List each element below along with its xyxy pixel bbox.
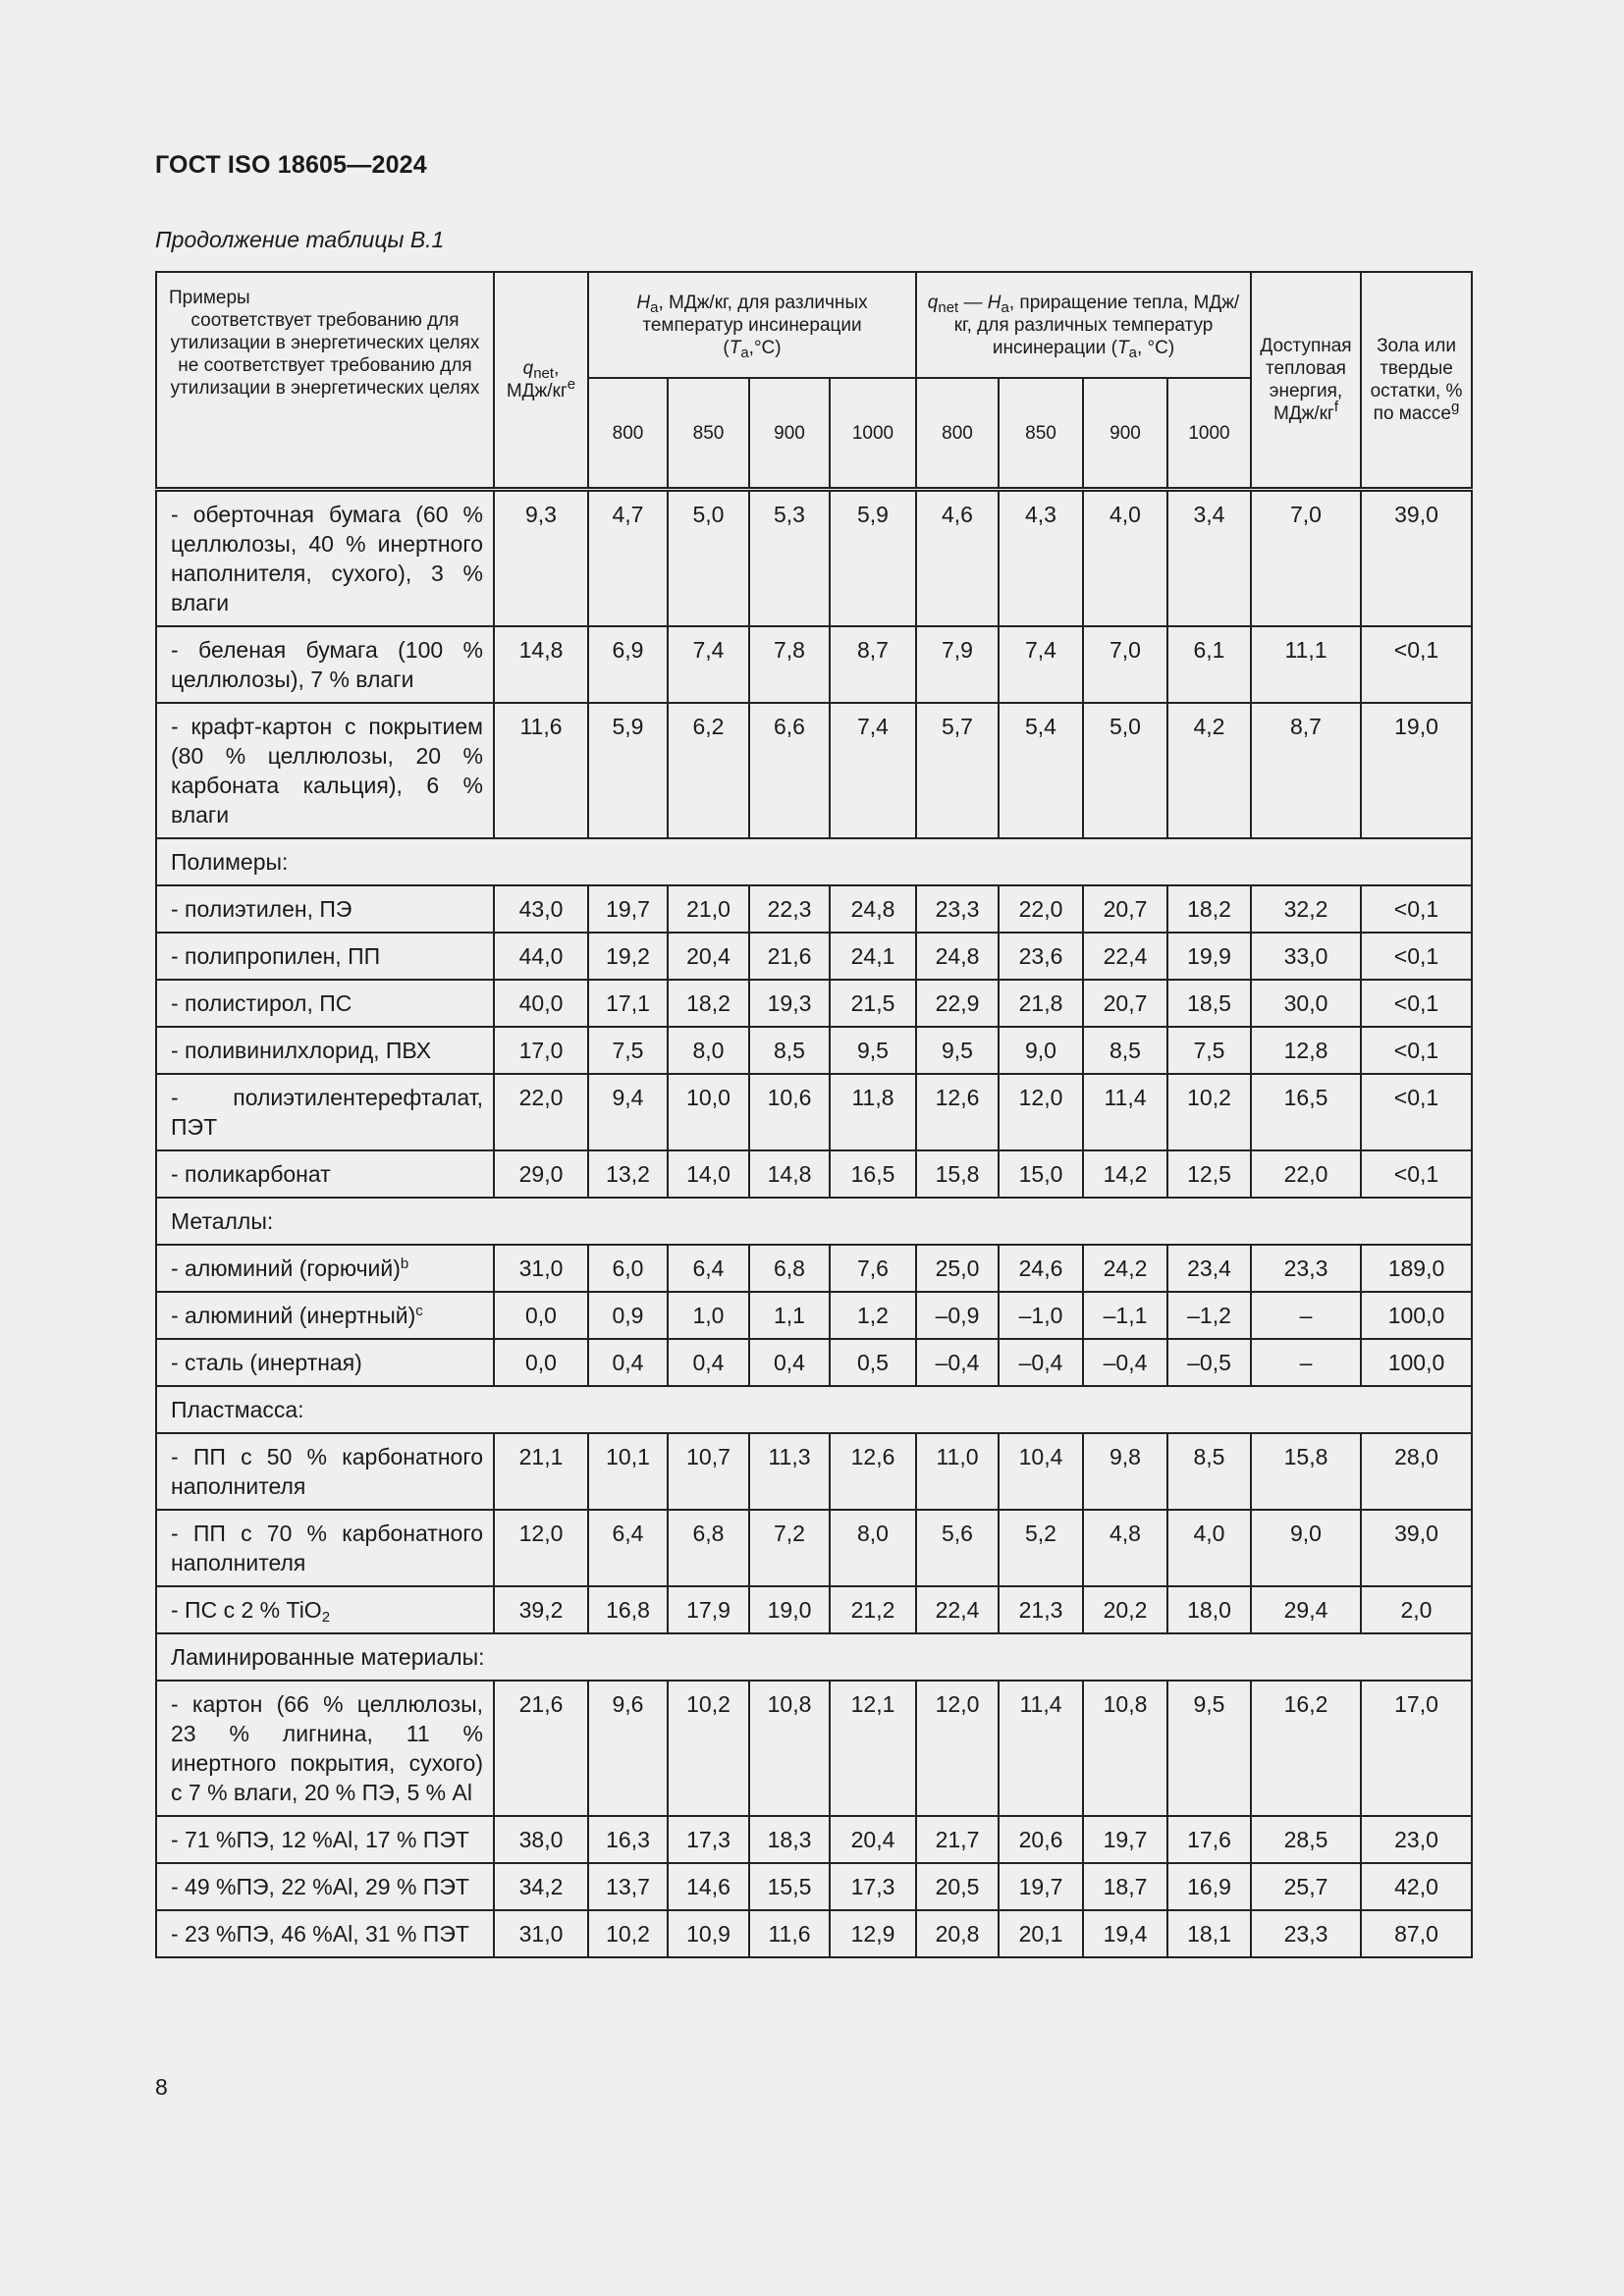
value-cell: 21,7 [916,1816,999,1863]
material-name-cell [156,1510,494,1586]
value-cell: 13,7 [588,1863,668,1910]
value-cell: 10,2 [1167,1074,1251,1150]
value-cell: 19,0 [1361,703,1472,838]
q-net-value: 21,6 [494,1681,588,1816]
value-cell: 0,9 [588,1292,668,1339]
value-cell: 10,8 [749,1681,830,1816]
material-name-cell [156,933,494,980]
document-code: ГОСТ ISO 18605—2024 [155,151,427,179]
value-cell: 1,0 [668,1292,749,1339]
value-cell: 5,9 [588,703,668,838]
value-cell: 12,5 [1167,1150,1251,1198]
value-cell: 0,4 [588,1339,668,1386]
value-cell: 23,6 [999,933,1083,980]
header-q-net: $q_{net}$, МДж/$кг^e$ [494,272,588,490]
value-cell: 9,5 [916,1027,999,1074]
material-name-cell [156,490,494,627]
material-name: - 23 %ПЭ, 46 %Al, 31 % ПЭТ [171,1921,469,1947]
value-cell: 16,5 [1251,1074,1361,1150]
value-cell: – [1251,1339,1361,1386]
value-cell: 10,2 [668,1681,749,1816]
q-net-value: 44,0 [494,933,588,980]
value-cell: 21,3 [999,1586,1083,1633]
material-name: - полистирол, ПС [171,990,352,1016]
value-cell: 11,8 [830,1074,916,1150]
value-cell: 21,2 [830,1586,916,1633]
header-temp: 1000 [830,378,916,490]
material-name-cell [156,1681,494,1816]
material-name-cell [156,1586,494,1633]
value-cell: –1,0 [999,1292,1083,1339]
value-cell: –0,4 [1083,1339,1167,1386]
value-cell: 5,3 [749,490,830,627]
value-cell: 20,4 [668,933,749,980]
q-net-value: 43,0 [494,885,588,933]
value-cell: 4,8 [1083,1510,1167,1586]
value-cell: 10,9 [668,1910,749,1957]
value-cell: 6,6 [749,703,830,838]
value-cell: –1,2 [1167,1292,1251,1339]
value-cell: 12,0 [999,1074,1083,1150]
incineration-heat-table [155,271,1473,1958]
q-net-value: 39,2 [494,1586,588,1633]
q-net-value: 0,0 [494,1292,588,1339]
value-cell: 4,0 [1083,490,1167,627]
value-cell: 12,9 [830,1910,916,1957]
footnote-marker: c [415,1303,423,1319]
value-cell: 24,2 [1083,1245,1167,1292]
value-cell: 5,0 [1083,703,1167,838]
value-cell: 0,5 [830,1339,916,1386]
value-cell: 23,3 [1251,1910,1361,1957]
value-cell: 23,3 [916,885,999,933]
value-cell: 15,0 [999,1150,1083,1198]
value-cell: 20,5 [916,1863,999,1910]
value-cell: –1,1 [1083,1292,1167,1339]
value-cell: 7,4 [668,626,749,703]
value-cell: 8,5 [1083,1027,1167,1074]
value-cell: 24,1 [830,933,916,980]
value-cell: –0,4 [916,1339,999,1386]
value-cell: 12,1 [830,1681,916,1816]
value-cell: 17,3 [668,1816,749,1863]
q-net-value: 17,0 [494,1027,588,1074]
value-cell: 39,0 [1361,490,1472,627]
table-row [156,1910,1472,1957]
value-cell: <0,1 [1361,933,1472,980]
table-row [156,980,1472,1027]
value-cell: 10,0 [668,1074,749,1150]
material-name-cell [156,626,494,703]
section-row [156,1386,1472,1433]
value-cell: 18,0 [1167,1586,1251,1633]
header-heat-increment-group: $q_{net}$ — $H_a$, приращение тепла, МДж/кг, для различных температур инсинерации ($T_a$, °C) [916,272,1251,378]
section-row [156,1198,1472,1245]
value-cell: 23,4 [1167,1245,1251,1292]
value-cell: 1,2 [830,1292,916,1339]
header-available-energy: Доступная тепловая энергия, МДж/$кг^f$ [1251,272,1361,490]
header-examples: Примеры соответствует требованию для утилизации в энергетических целях не соответствует требованию для утилизации в энергетических целях [156,272,494,490]
header-examples-not-complies: не соответствует требованию для утилизации в энергетических целях [170,355,480,399]
value-cell: 24,8 [830,885,916,933]
value-cell: 24,8 [916,933,999,980]
value-cell: 12,6 [830,1433,916,1510]
value-cell: 19,3 [749,980,830,1027]
value-cell: 16,8 [588,1586,668,1633]
value-cell: 6,2 [668,703,749,838]
section-title: Полимеры: [156,838,1472,885]
material-name-cell [156,1292,494,1339]
header-temp: 800 [588,378,668,490]
value-cell: 4,0 [1167,1510,1251,1586]
table-row [156,1510,1472,1586]
value-cell: 10,7 [668,1433,749,1510]
value-cell: 6,4 [668,1245,749,1292]
value-cell: 11,6 [749,1910,830,1957]
value-cell: 7,0 [1251,490,1361,627]
value-cell: 14,2 [1083,1150,1167,1198]
table-row [156,1027,1472,1074]
material-name: - сталь (инертная) [171,1350,362,1375]
q-net-value: 31,0 [494,1910,588,1957]
value-cell: 8,0 [830,1510,916,1586]
material-name: - полиэтилентерефталат, ПЭТ [171,1085,483,1140]
value-cell: –0,9 [916,1292,999,1339]
value-cell: 15,8 [1251,1433,1361,1510]
value-cell: 3,4 [1167,490,1251,627]
value-cell: 17,0 [1361,1681,1472,1816]
footnote-marker: b [400,1255,409,1272]
value-cell: 23,0 [1361,1816,1472,1863]
value-cell: 7,5 [588,1027,668,1074]
value-cell: 24,6 [999,1245,1083,1292]
value-cell: 16,2 [1251,1681,1361,1816]
value-cell: 25,7 [1251,1863,1361,1910]
value-cell: 8,7 [830,626,916,703]
table-row [156,1433,1472,1510]
table-row [156,933,1472,980]
section-title: Ламинированные материалы: [156,1633,1472,1681]
value-cell: 15,8 [916,1150,999,1198]
value-cell: 20,8 [916,1910,999,1957]
value-cell: 7,0 [1083,626,1167,703]
material-name: - полиэтилен, ПЭ [171,896,352,922]
value-cell: 5,4 [999,703,1083,838]
q-net-value: 29,0 [494,1150,588,1198]
header-temp: 800 [916,378,999,490]
value-cell: 10,1 [588,1433,668,1510]
value-cell: 7,6 [830,1245,916,1292]
value-cell: 7,5 [1167,1027,1251,1074]
value-cell: 18,1 [1167,1910,1251,1957]
value-cell: 21,8 [999,980,1083,1027]
value-cell: 5,6 [916,1510,999,1586]
value-cell: 14,8 [749,1150,830,1198]
header-temp: 900 [749,378,830,490]
value-cell: 7,2 [749,1510,830,1586]
value-cell: 9,0 [999,1027,1083,1074]
table-row [156,626,1472,703]
q-net-value: 40,0 [494,980,588,1027]
value-cell: 11,3 [749,1433,830,1510]
value-cell: 20,6 [999,1816,1083,1863]
value-cell: 20,7 [1083,980,1167,1027]
section-row [156,838,1472,885]
value-cell: 17,9 [668,1586,749,1633]
value-cell: 39,0 [1361,1510,1472,1586]
header-ha-group: $H_a$, МДж/кг, для различных температур инсинерации $(T_a,^\circ C)$ [588,272,916,378]
value-cell: 22,0 [999,885,1083,933]
q-net-value: 31,0 [494,1245,588,1292]
value-cell: 20,2 [1083,1586,1167,1633]
value-cell: <0,1 [1361,980,1472,1027]
material-name: - ПП с 70 % карбонатного наполнителя [171,1521,483,1575]
value-cell: 9,0 [1251,1510,1361,1586]
material-name: - 49 %ПЭ, 22 %Al, 29 % ПЭТ [171,1874,469,1899]
table-row [156,1339,1472,1386]
value-cell: 18,2 [1167,885,1251,933]
q-net-value: 9,3 [494,490,588,627]
q-net-value: 0,0 [494,1339,588,1386]
table-row [156,1074,1472,1150]
value-cell: 100,0 [1361,1292,1472,1339]
value-cell: 12,8 [1251,1027,1361,1074]
value-cell: <0,1 [1361,885,1472,933]
q-net-value: 34,2 [494,1863,588,1910]
value-cell: 17,6 [1167,1816,1251,1863]
value-cell: 10,4 [999,1433,1083,1510]
value-cell: 42,0 [1361,1863,1472,1910]
value-cell: 10,8 [1083,1681,1167,1816]
value-cell: 0,4 [668,1339,749,1386]
value-cell: 17,1 [588,980,668,1027]
material-name-cell [156,885,494,933]
material-name-cell [156,1433,494,1510]
material-name-cell [156,1339,494,1386]
value-cell: 32,2 [1251,885,1361,933]
value-cell: 28,5 [1251,1816,1361,1863]
value-cell: 0,4 [749,1339,830,1386]
table-row [156,1863,1472,1910]
material-name: - 71 %ПЭ, 12 %Al, 17 % ПЭТ [171,1827,469,1852]
value-cell: 22,9 [916,980,999,1027]
value-cell: 13,2 [588,1150,668,1198]
value-cell: 2,0 [1361,1586,1472,1633]
value-cell: <0,1 [1361,1074,1472,1150]
value-cell: 7,4 [999,626,1083,703]
value-cell: <0,1 [1361,1027,1472,1074]
header-ash-residue: Зола или твердые остатки, % по массе$^g$ [1361,272,1472,490]
value-cell: 18,3 [749,1816,830,1863]
value-cell: 17,3 [830,1863,916,1910]
value-cell: 12,6 [916,1074,999,1150]
material-name: - крафт-картон с покрытием (80 % целлюлозы, 20 % карбоната кальция), 6 % влаги [171,714,483,828]
value-cell: 8,5 [1167,1433,1251,1510]
table-body [156,490,1472,1958]
value-cell: 18,5 [1167,980,1251,1027]
value-cell: 18,7 [1083,1863,1167,1910]
table-continuation-caption: Продолжение таблицы В.1 [155,227,445,252]
q-net-value: 11,6 [494,703,588,838]
value-cell: 11,4 [1083,1074,1167,1150]
header-temp: 1000 [1167,378,1251,490]
value-cell: –0,4 [999,1339,1083,1386]
value-cell: <0,1 [1361,626,1472,703]
value-cell: 15,5 [749,1863,830,1910]
value-cell: <0,1 [1361,1150,1472,1198]
header-temp: 900 [1083,378,1167,490]
material-name-cell [156,1150,494,1198]
header-temp: 850 [999,378,1083,490]
value-cell: 19,7 [999,1863,1083,1910]
value-cell: 6,4 [588,1510,668,1586]
value-cell: 7,4 [830,703,916,838]
value-cell: 19,0 [749,1586,830,1633]
value-cell: 6,1 [1167,626,1251,703]
value-cell: 29,4 [1251,1586,1361,1633]
value-cell: 8,0 [668,1027,749,1074]
material-name: - полипропилен, ПП [171,943,381,969]
section-title: Металлы: [156,1198,1472,1245]
material-name-cell [156,980,494,1027]
value-cell: 8,7 [1251,703,1361,838]
value-cell: 22,4 [1083,933,1167,980]
material-name: - ПС с 2 % TiO [171,1597,322,1623]
value-cell: 11,4 [999,1681,1083,1816]
material-name: - поливинилхлорид, ПВХ [171,1038,432,1063]
value-cell: 11,1 [1251,626,1361,703]
value-cell: 6,9 [588,626,668,703]
material-name-cell [156,1816,494,1863]
value-cell: 7,9 [916,626,999,703]
material-name: - алюминий (горючий) [171,1255,401,1281]
material-name-cell [156,1863,494,1910]
value-cell: 5,7 [916,703,999,838]
value-cell: 20,1 [999,1910,1083,1957]
value-cell: 87,0 [1361,1910,1472,1957]
value-cell: 4,7 [588,490,668,627]
value-cell: 9,5 [1167,1681,1251,1816]
value-cell: 8,5 [749,1027,830,1074]
value-cell: 19,9 [1167,933,1251,980]
value-cell: 19,2 [588,933,668,980]
header-examples-complies: соответствует требованию для утилизации в энергетических целях [170,310,480,353]
value-cell: 33,0 [1251,933,1361,980]
value-cell: 16,5 [830,1150,916,1198]
value-cell: 19,7 [588,885,668,933]
q-net-value: 21,1 [494,1433,588,1510]
value-cell: 21,6 [749,933,830,980]
value-cell: 5,9 [830,490,916,627]
material-name-cell [156,1910,494,1957]
table-row [156,1150,1472,1198]
table-row [156,885,1472,933]
value-cell: 22,3 [749,885,830,933]
value-cell: 21,0 [668,885,749,933]
value-cell: 9,8 [1083,1433,1167,1510]
value-cell: – [1251,1292,1361,1339]
value-cell: 19,7 [1083,1816,1167,1863]
value-cell: 7,8 [749,626,830,703]
value-cell: 5,0 [668,490,749,627]
q-net-value: 22,0 [494,1074,588,1150]
value-cell: 28,0 [1361,1433,1472,1510]
table-row [156,703,1472,838]
table-row [156,1292,1472,1339]
value-cell: 4,6 [916,490,999,627]
value-cell: 19,4 [1083,1910,1167,1957]
q-net-value: 38,0 [494,1816,588,1863]
value-cell: 23,3 [1251,1245,1361,1292]
material-name: - поликарбонат [171,1161,331,1187]
material-name: - ПП с 50 % карбонатного наполнителя [171,1444,483,1499]
value-cell: 16,9 [1167,1863,1251,1910]
material-name: - оберточная бумага (60 % целлюлозы, 40 % инертного наполнителя, сухого), 3 % влаги [171,502,483,615]
value-cell: 30,0 [1251,980,1361,1027]
value-cell: 4,3 [999,490,1083,627]
section-title: Пластмасса: [156,1386,1472,1433]
value-cell: 14,0 [668,1150,749,1198]
value-cell: 11,0 [916,1433,999,1510]
q-net-value: 14,8 [494,626,588,703]
value-cell: 22,4 [916,1586,999,1633]
value-cell: 21,5 [830,980,916,1027]
page-number: 8 [155,2074,168,2100]
header-temp: 850 [668,378,749,490]
value-cell: 9,5 [830,1027,916,1074]
value-cell: 16,3 [588,1816,668,1863]
value-cell: 189,0 [1361,1245,1472,1292]
material-name: - беленая бумага (100 % целлюлозы), 7 % влаги [171,637,483,692]
value-cell: 4,2 [1167,703,1251,838]
q-net-value: 12,0 [494,1510,588,1586]
value-cell: –0,5 [1167,1339,1251,1386]
value-cell: 5,2 [999,1510,1083,1586]
value-cell: 20,7 [1083,885,1167,933]
table-row [156,1245,1472,1292]
value-cell: 10,2 [588,1910,668,1957]
value-cell: 1,1 [749,1292,830,1339]
value-cell: 10,6 [749,1074,830,1150]
value-cell: 20,4 [830,1816,916,1863]
material-name-subscript: 2 [321,1609,331,1626]
material-name-cell [156,1074,494,1150]
value-cell: 6,8 [749,1245,830,1292]
table-row [156,1586,1472,1633]
value-cell: 9,6 [588,1681,668,1816]
table-row [156,490,1472,627]
value-cell: 22,0 [1251,1150,1361,1198]
value-cell: 6,0 [588,1245,668,1292]
material-name: - картон (66 % целлюлозы, 23 % лигнина, 11 % инертного покрытия, сухого) с 7 % влаги, 20 % ПЭ, 5 % Al [171,1691,483,1805]
material-name: - алюминий (инертный) [171,1303,416,1328]
value-cell: 100,0 [1361,1339,1472,1386]
value-cell: 9,4 [588,1074,668,1150]
material-name-cell [156,1027,494,1074]
material-name-cell [156,1245,494,1292]
value-cell: 14,6 [668,1863,749,1910]
value-cell: 12,0 [916,1681,999,1816]
value-cell: 6,8 [668,1510,749,1586]
section-row [156,1633,1472,1681]
table-row [156,1816,1472,1863]
value-cell: 25,0 [916,1245,999,1292]
material-name-cell [156,703,494,838]
value-cell: 18,2 [668,980,749,1027]
table-row [156,1681,1472,1816]
